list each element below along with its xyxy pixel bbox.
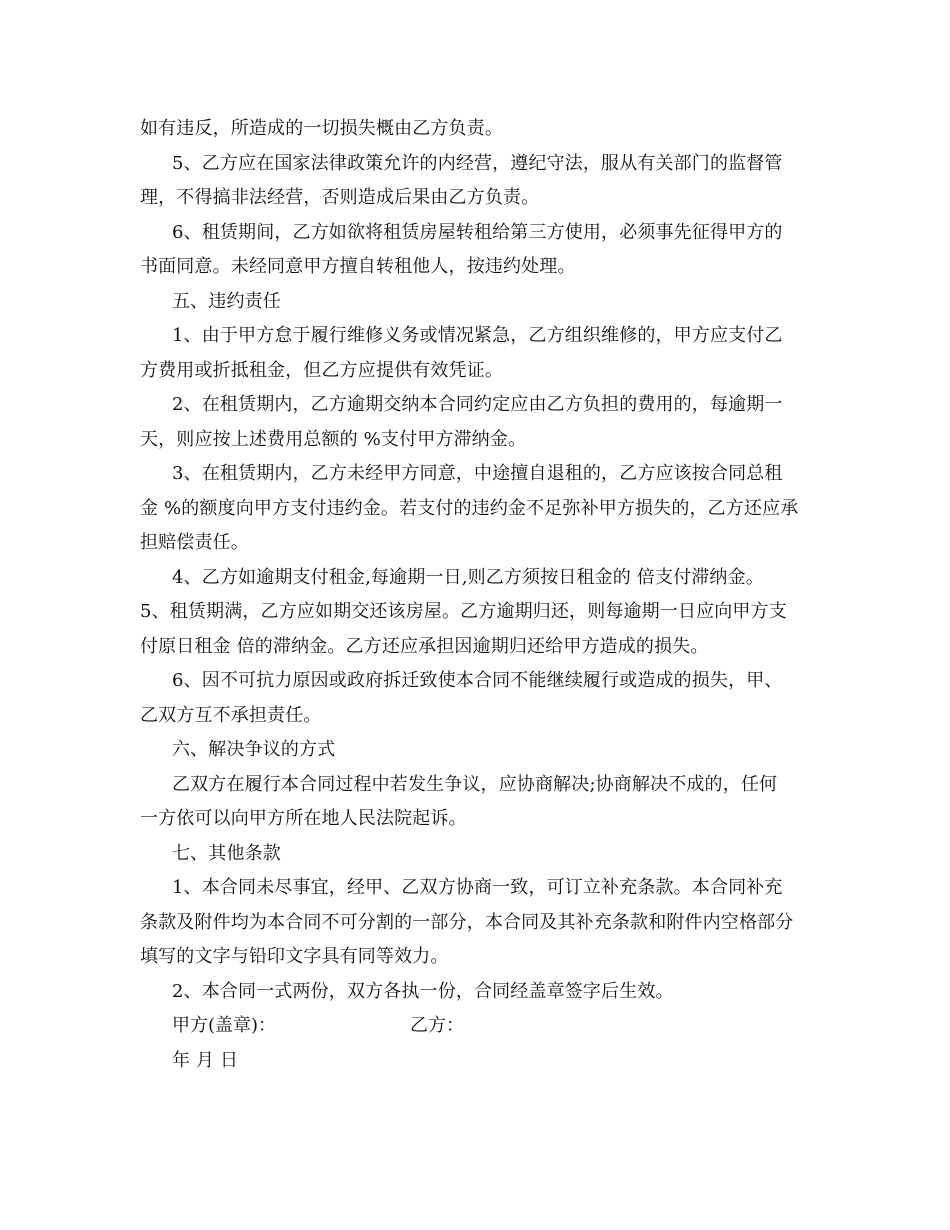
- text-line: 1、由于甲方怠于履行维修义务或情况紧急，乙方组织维修的，甲方应支付乙: [172, 325, 783, 346]
- text-line: 如有违反，所造成的一切损失概由乙方负责。: [140, 118, 503, 139]
- party-b-signature-label: 乙方：: [410, 1015, 464, 1036]
- contract-page: [140, 112, 812, 1078]
- text-line: 方费用或折抵租金，但乙方应提供有效凭证。: [140, 359, 503, 381]
- text-line: 5、乙方应在国家法律政策允许的内经营，遵纪守法，服从有关部门的监督管: [172, 152, 783, 174]
- text-line: 6、租赁期间，乙方如欲将租赁房屋转租给第三方使用，必须事先征得甲方的: [172, 221, 783, 243]
- text-line: 2、在租赁期内，乙方逾期交纳本合同约定应由乙方负担的费用的，每逾期一: [172, 394, 783, 415]
- text-line: 理，不得搞非法经营，否则造成后果由乙方负责。: [140, 187, 540, 208]
- section-heading: 五、违约责任: [172, 290, 281, 312]
- text-line: 书面同意。未经同意甲方擅自转租他人，按违约处理。: [140, 256, 576, 277]
- text-line: 3、在租赁期内，乙方未经甲方同意，中途擅自退租的，乙方应该按合同总租: [172, 463, 783, 484]
- party-a-signature-label: 甲方(盖章)：: [172, 1015, 277, 1036]
- text-line: 乙双方互不承担责任。: [140, 704, 322, 726]
- text-line: 条款及附件均为本合同不可分割的一部分，本合同及其补充条款和附件内空格部分: [140, 911, 794, 933]
- section-heading: 六、解决争议的方式: [172, 739, 336, 760]
- section-heading: 七、其他条款: [172, 842, 281, 864]
- text-line: 天，则应按上述费用总额的 %支付甲方滞纳金。: [140, 428, 527, 450]
- text-line: 2、本合同一式两份，双方各执一份，合同经盖章签字后生效。: [172, 980, 674, 1002]
- text-line: 金 %的额度向甲方支付违约金。若支付的违约金不足弥补甲方损失的，乙方还应承: [140, 497, 799, 519]
- text-line: 担赔偿责任。: [140, 532, 249, 553]
- text-line: 填写的文字与铅印文字具有同等效力。: [140, 946, 449, 967]
- text-line: 付原日租金 倍的滞纳金。乙方还应承担因逾期归还给甲方造成的损失。: [140, 635, 709, 657]
- date-line: 年 月 日: [172, 1049, 239, 1071]
- text-line: 乙双方在履行本合同过程中若发生争议，应协商解决;协商解决不成的，任何: [172, 773, 778, 795]
- signature-row: [140, 1009, 812, 1044]
- text-line: 1、本合同未尽事宜，经甲、乙双方协商一致，可订立补充条款。本合同补充: [172, 877, 783, 898]
- text-line: 4、乙方如逾期支付租金,每逾期一日,则乙方须按日租金的 倍支付滞纳金。: [172, 566, 764, 588]
- text-line: 一方依可以向甲方所在地人民法院起诉。: [140, 808, 467, 829]
- text-line: 5、租赁期满，乙方应如期交还该房屋。乙方逾期归还，则每逾期一日应向甲方支: [140, 601, 787, 622]
- text-line: 6、因不可抗力原因或政府拆迁致使本合同不能继续履行或造成的损失，甲、: [172, 670, 783, 691]
